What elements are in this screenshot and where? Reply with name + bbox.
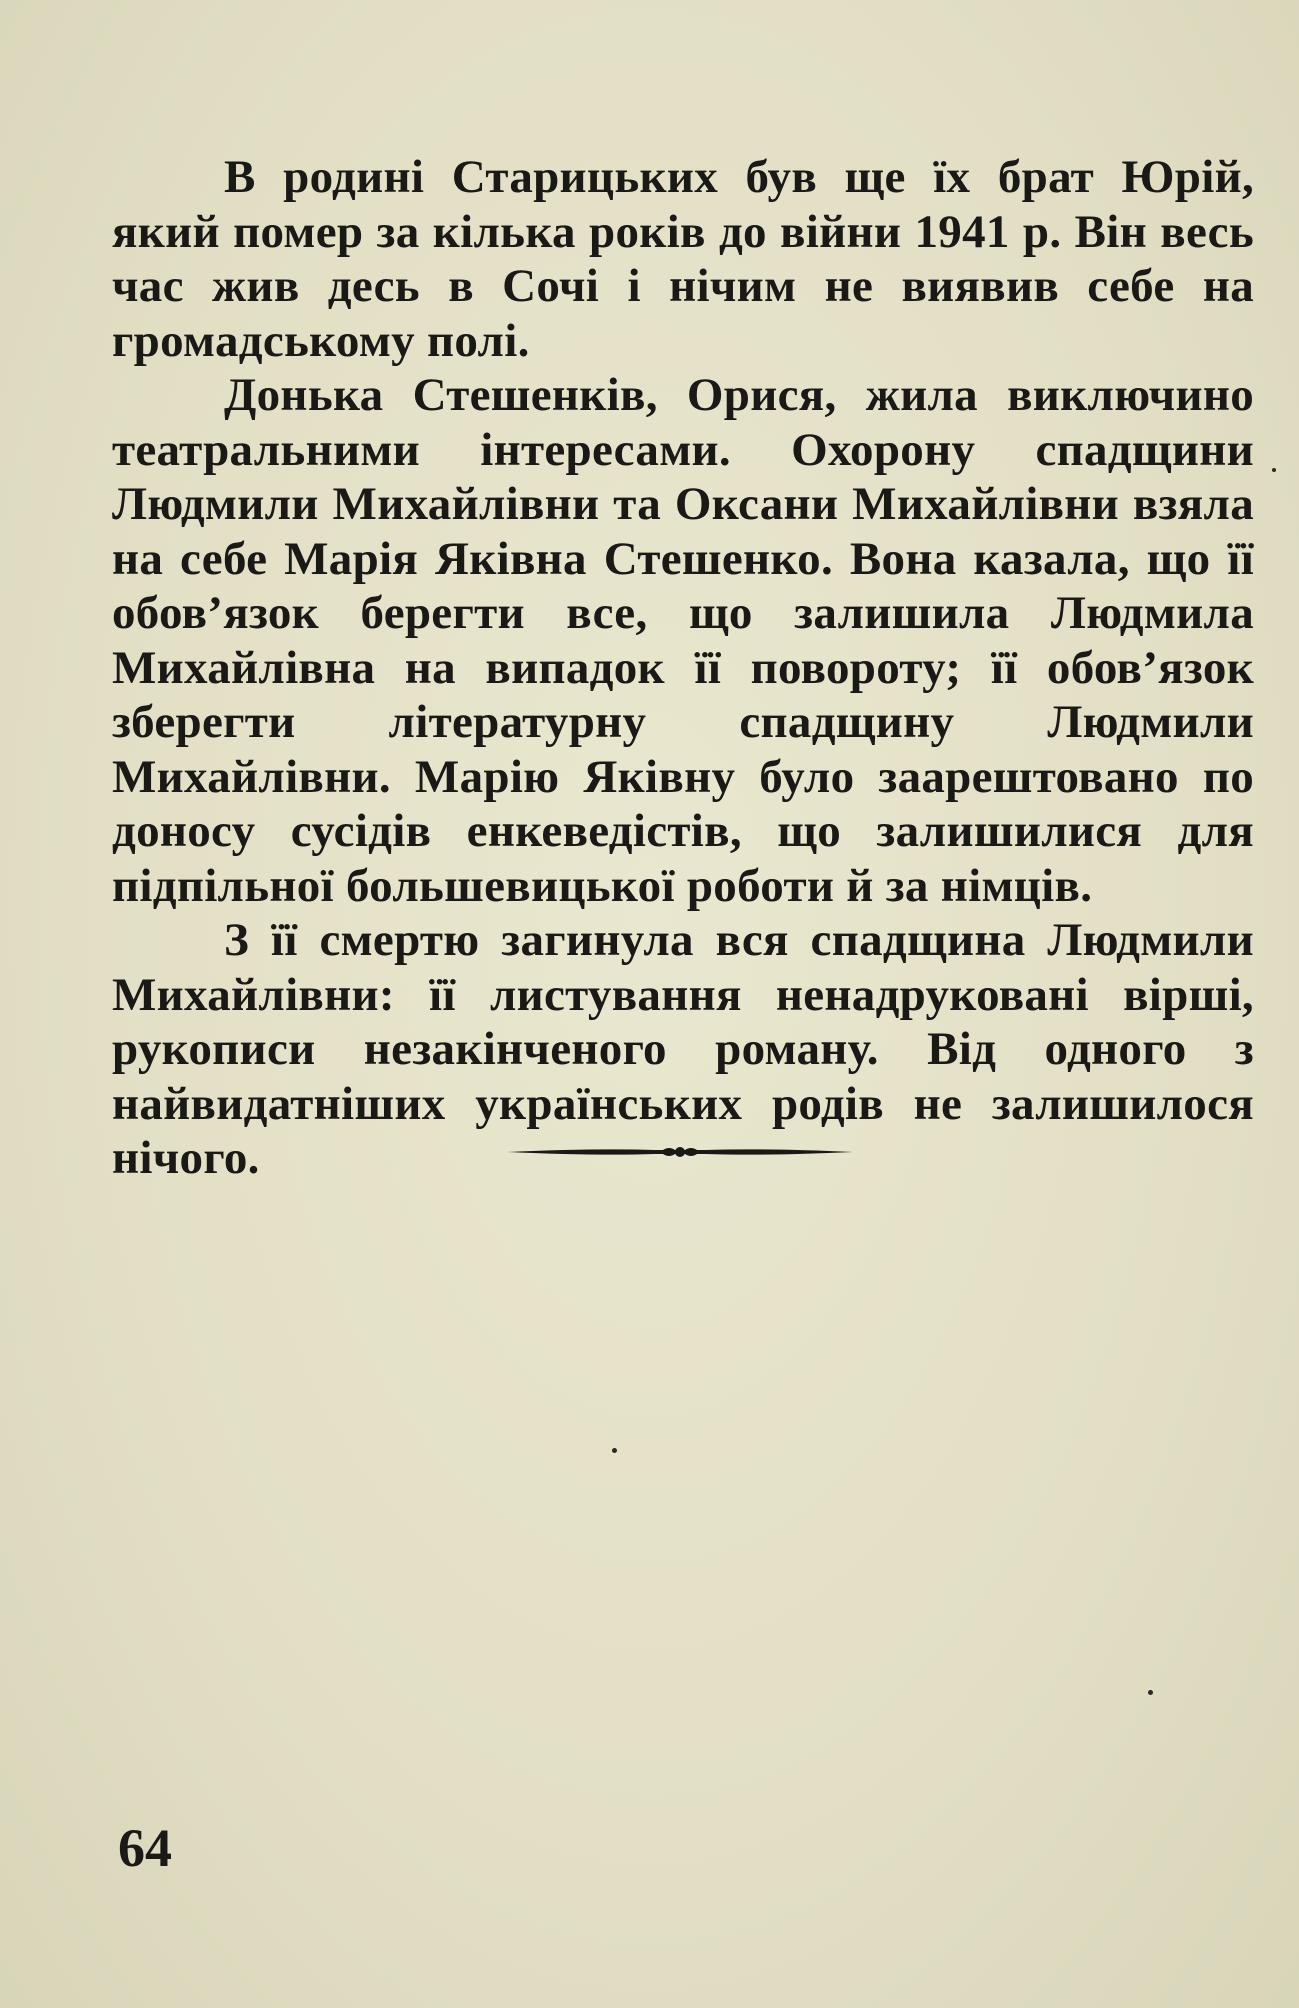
section-divider-ornament bbox=[505, 1140, 855, 1164]
page-number: 64 bbox=[118, 1818, 172, 1878]
paragraph-1: В родині Старицьких був ще їх брат Юрій, який помер за кілька років до війни 1941 р. Він весь час жив десь в Сочі і нічим не виявив себе на громадському полі. bbox=[112, 151, 1254, 367]
paragraph-3: З її смертю загинула вся спадщина Людмили Михайлівни: її листування ненадруковані вірші, рукописи незакінченого роману. Від одного з найвидатніших українських родів не залишилося нічого. bbox=[112, 914, 1254, 1184]
print-speck bbox=[612, 1448, 617, 1453]
print-speck bbox=[1148, 1690, 1153, 1695]
print-speck bbox=[1272, 468, 1276, 472]
paragraph-2: Донька Стешенків, Орися, жила виключино театральними інтересами. Охорону спадщини Людмили Михайлівни та Оксани Михайлівни взяла на себе Марія Яківна Стешенко. Вона казала, що її обов’язок берегти все, що залишила Людмила Михайлівна на випадок її повороту; її обов’язок зберегти літературну спадщину Людмили Михайлівни. Марію Яківну було заарештовано по доносу сусідів енкеведістів, що залишилися для підпільної большевицької роботи й за німців. bbox=[112, 369, 1254, 912]
body-text bbox=[112, 150, 1254, 1186]
